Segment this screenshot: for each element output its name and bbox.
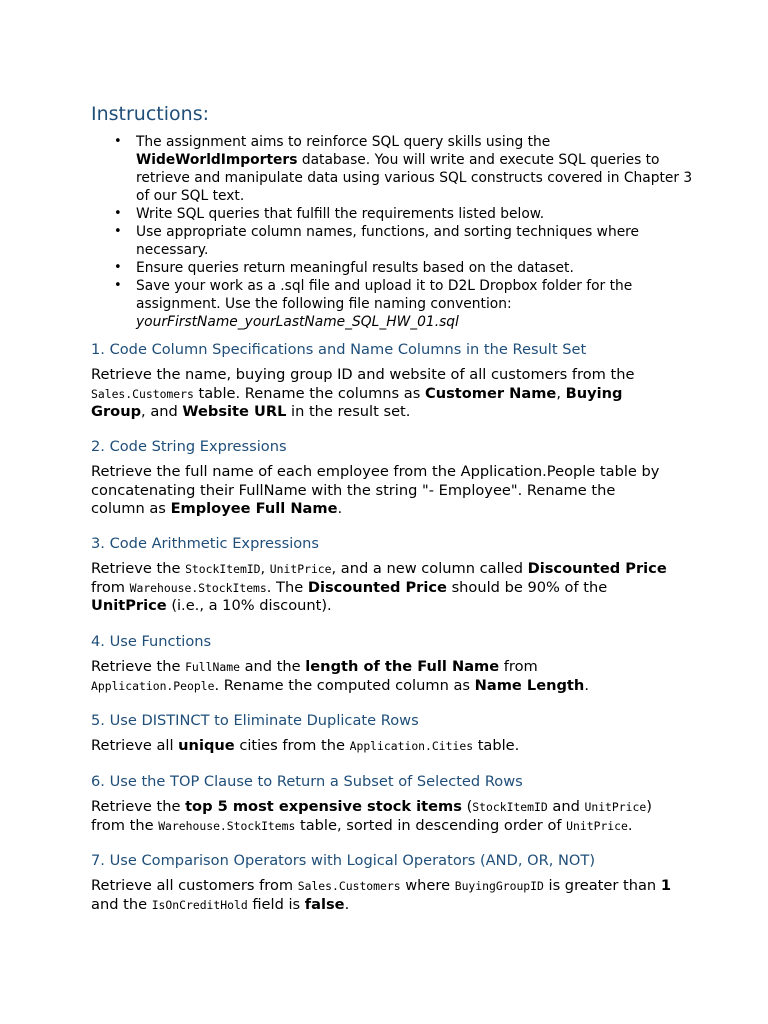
section-3 (91, 535, 671, 616)
bullet-icon: • (114, 260, 122, 275)
section-body: Retrieve all customers from Sales.Customers where BuyingGroupID is greater than 1 and the IsOnCreditHold field is false. (91, 877, 671, 913)
section-heading: 7. Use Comparison Operators with Logical Operators (AND, OR, NOT) (91, 852, 596, 869)
section-body: Retrieve the FullName and the length of the Full Name from Application.People. Rename the computed column as Name Length. (91, 658, 589, 694)
section-heading: 6. Use the TOP Clause to Return a Subset of Selected Rows (91, 773, 523, 790)
section-heading: 1. Code Column Specifications and Name Columns in the Result Set (91, 341, 587, 358)
list-item: • Use appropriate column names, functions, and sorting techniques where necessary. (114, 224, 640, 258)
section-heading: 2. Code String Expressions (91, 438, 287, 455)
section-heading: 5. Use DISTINCT to Eliminate Duplicate Rows (91, 712, 419, 729)
section-heading: 3. Code Arithmetic Expressions (91, 535, 320, 552)
section-body: Retrieve the name, buying group ID and website of all customers from the Sales.Customers table. Rename the columns as Customer Name, Buying Group, and Website URL in the result set. (91, 366, 635, 420)
section-2 (91, 438, 671, 519)
bullet-icon: • (114, 224, 122, 239)
section-body: Retrieve all unique cities from the Application.Cities table. (91, 737, 520, 754)
instructions-list (114, 133, 696, 331)
page-title: Instructions: (91, 103, 209, 125)
section-1 (91, 341, 671, 422)
section-6 (91, 773, 671, 835)
section-body: Retrieve the top 5 most expensive stock items (StockItemID and UnitPrice) from the Warehouse.StockItems table, sorted in descending order of UnitPrice. (91, 798, 652, 834)
section-body: Retrieve the full name of each employee from the Application.People table by concatenating their FullName with the string "- Employee". Rename the column as Employee Full Name. (91, 463, 660, 517)
bullet-icon: • (114, 206, 122, 221)
section-body: Retrieve the StockItemID, UnitPrice, and a new column called Discounted Price from Warehouse.StockItems. The Discounted Price should be 90% of the UnitPrice (i.e., a 10% discount). (91, 560, 667, 614)
section-5 (91, 712, 671, 756)
bullet-icon: • (114, 278, 122, 293)
list-item: • Save your work as a .sql file and upload it to D2L Dropbox folder for the assignment. Use the following file naming convention: yourFirstName_yourLastName_SQL_HW_01.sql (114, 278, 633, 330)
list-item: • Ensure queries return meaningful results based on the dataset. (114, 260, 574, 276)
section-7 (91, 852, 671, 914)
section-heading: 4. Use Functions (91, 633, 212, 650)
filename-convention: yourFirstName_yourLastName_SQL_HW_01.sql (136, 314, 459, 330)
section-4 (91, 633, 671, 695)
list-item: • The assignment aims to reinforce SQL query skills using the WideWorldImporters database. You will write and execute SQL queries to retrieve and manipulate data using various SQL constructs covered in Chapter 3 of our SQL text. (114, 134, 693, 204)
list-item: • Write SQL queries that fulfill the requirements listed below. (114, 206, 545, 222)
bullet-icon: • (114, 134, 122, 149)
